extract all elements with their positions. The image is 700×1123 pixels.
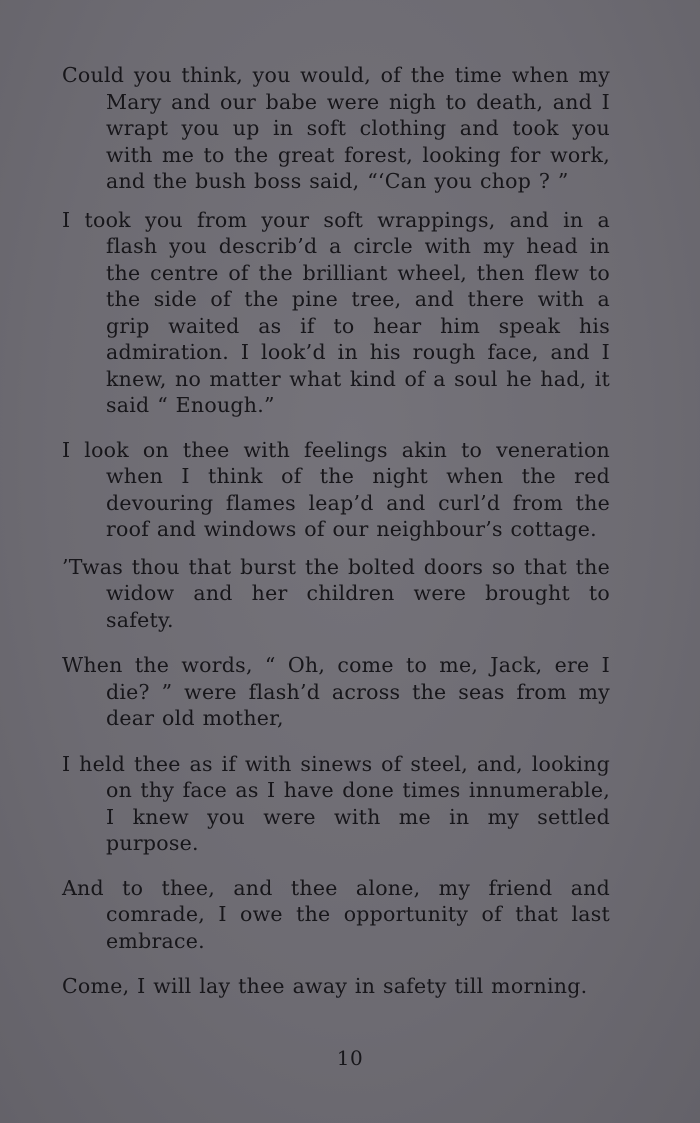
paragraph-2: I took you from your soft wrappings, and in a flash you describ’d a circle with my head in the centre of the brilliant wheel, then flew to the side of the pine tree, and there with a grip waited as if to hear him speak his admiration. I look’d in his rough face, and I knew, no matter what kind of a soul he had, it said “ Enough.” bbox=[62, 207, 610, 417]
paragraph-6: I held thee as if with sinews of steel, and, looking on thy face as I have done times innumerable, I knew you were with me in my settled purpose. bbox=[62, 751, 610, 855]
paragraph-5: When the words, “ Oh, come to me, Jack, ere I die? ” were flash’d across the seas from my dear old mother, bbox=[62, 653, 610, 730]
body-text bbox=[62, 62, 610, 1000]
page-number: 10 bbox=[336, 1046, 364, 1070]
paragraph-1: Could you think, you would, of the time when my Mary and our babe were nigh to death, and I wrapt you up in soft clothing and took you with me to the great forest, looking for work, and the bush boss said, “‘Can you chop ? ” bbox=[62, 63, 610, 193]
paragraph-4: ’Twas thou that burst the bolted doors so that the widow and her children were brought to safety. bbox=[62, 554, 610, 632]
paragraph-3: I look on thee with feelings akin to veneration when I think of the night when the red devouring flames leap’d and curl’d from the roof and windows of our neighbour’s cottage. bbox=[62, 437, 610, 541]
paragraph-7: And to thee, and thee alone, my friend and comrade, I owe the opportunity of that last embrace. bbox=[62, 875, 610, 953]
paragraph-8: Come, I will lay thee away in safety till morning. bbox=[62, 974, 588, 998]
